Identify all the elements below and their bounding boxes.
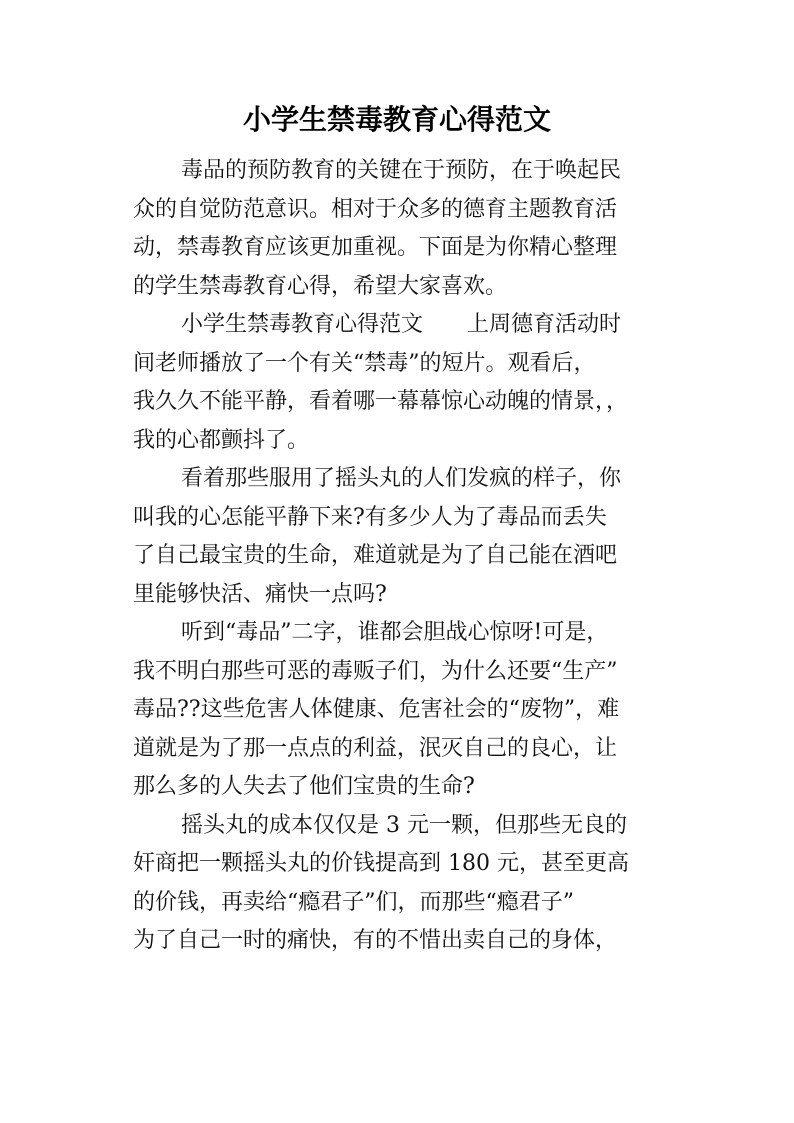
paragraph-3 — [133, 460, 668, 614]
text-line: 毒品的预防教育的关键在于预防，在于唤起民 — [181, 158, 622, 183]
text-line: 叫我的心怎能平静下来?有多少人为了毒品而丢失 — [133, 504, 607, 530]
text-line: 里能够快活、痛快一点吗? — [133, 581, 387, 607]
text-line: 了自己最宝贵的生命，难道就是为了自己能在酒吧 — [133, 543, 618, 568]
paragraph-4 — [133, 614, 668, 807]
text-line: 为了自己一时的痛快，有的不惜出卖自己的身体， — [133, 928, 618, 953]
text-line: 听到“毒品”二字，谁都会胆战心惊呀!可是， — [181, 620, 609, 645]
text-line: 道就是为了那一点点的利益，泯灭自己的良心，让 — [133, 735, 618, 761]
document-title: 小学生禁毒教育心得范文 — [242, 103, 551, 136]
text-line: 的学生禁毒教育心得，希望大家喜欢。 — [133, 273, 508, 299]
text-line: 摇头丸的成本仅仅是 3 元一颗，但那些无良的 — [181, 812, 627, 838]
text-line: 奸商把一颗摇头丸的价钱提高到 180 元，甚至更高 — [133, 851, 629, 876]
paragraph-intro — [133, 152, 668, 306]
text-line: 的价钱，再卖给“瘾君子”们，而那些“瘾君子” — [133, 889, 574, 915]
text-line: 动，禁毒教育应该更加重视。下面是为你精心整理 — [133, 235, 618, 260]
text-line: 众的自觉防范意识。相对于众多的德育主题教育活 — [133, 196, 618, 222]
text-line: 间老师播放了一个有关“禁毒”的短片。观看后， — [133, 350, 596, 376]
text-line: 我的心都颤抖了。 — [133, 427, 310, 453]
document-body — [133, 152, 668, 961]
text-line: 看着那些服用了摇头丸的人们发疯的样子，你 — [181, 466, 622, 491]
paragraph-5 — [133, 807, 668, 961]
text-line: 我久久不能平静，看着哪一幕幕惊心动魄的情景，， — [133, 389, 629, 414]
text-line: 我不明白那些可恶的毒贩子们，为什么还要“生产” — [133, 658, 618, 684]
text-line: 那么多的人失去了他们宝贵的生命? — [133, 774, 475, 799]
text-line: 小学生禁毒教育心得范文 上周德育活动时 — [181, 312, 622, 337]
text-line: 毒品??这些危害人体健康、危害社会的“废物”，难 — [133, 697, 620, 722]
paragraph-2 — [133, 306, 668, 460]
